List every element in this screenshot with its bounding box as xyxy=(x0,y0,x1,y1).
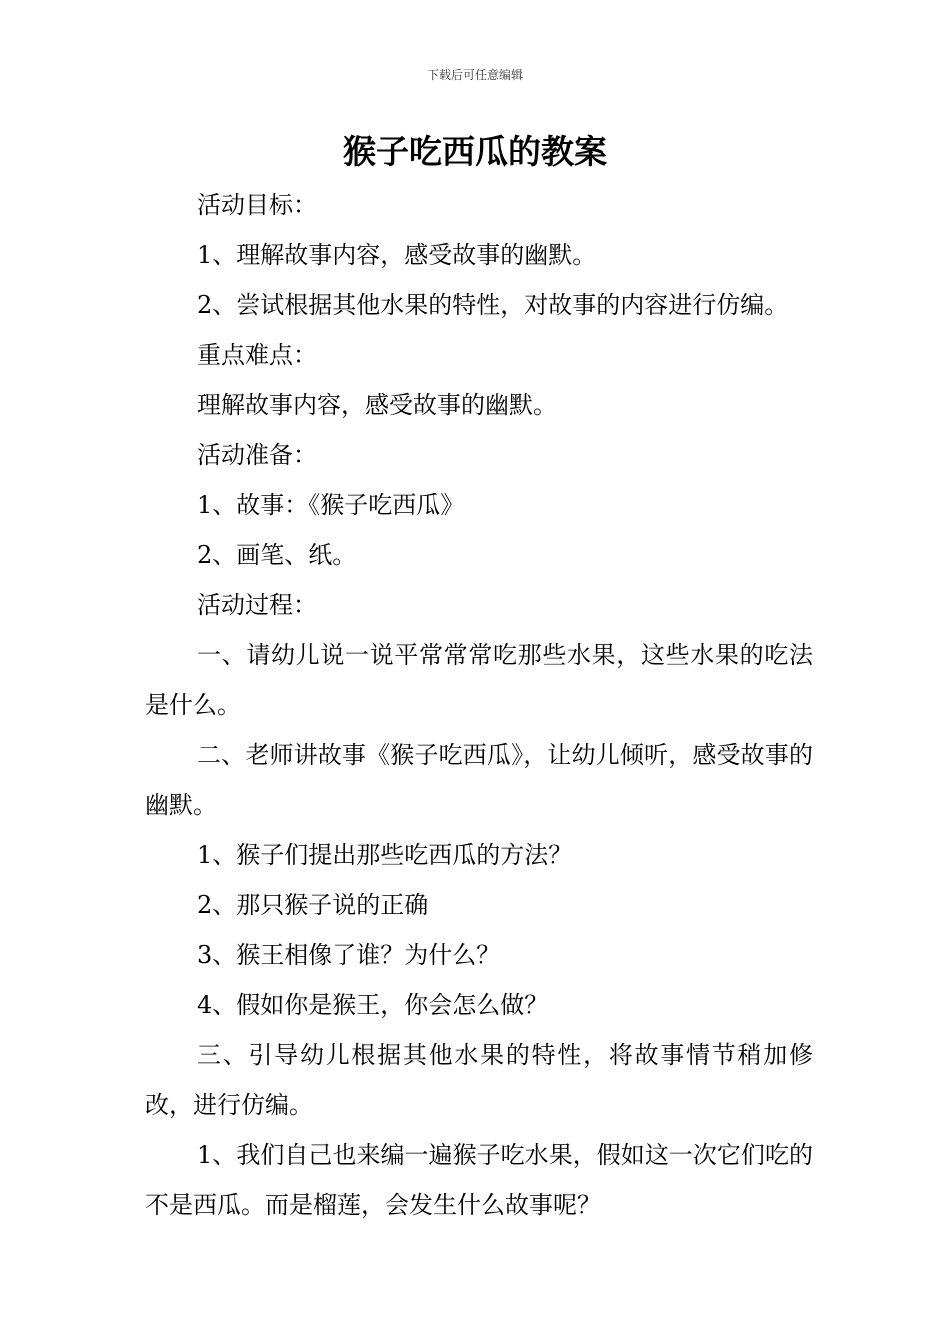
section-heading-process: 活动过程： xyxy=(197,591,317,619)
document-title: 猴子吃西瓜的教案 xyxy=(343,132,607,171)
key-point-text: 理解故事内容，感受故事的幽默。 xyxy=(197,391,557,419)
goal-item-1: 1、理解故事内容，感受故事的幽默。 xyxy=(197,241,597,269)
question-item-4: 4、假如你是猴王，你会怎么做？ xyxy=(197,991,549,1019)
process-step-2: 二、老师讲故事《猴子吃西瓜》，让幼儿倾听，感受故事的幽默。 xyxy=(145,741,813,819)
question-item-2: 2、那只猴子说的正确 xyxy=(197,891,429,919)
section-heading-goals: 活动目标： xyxy=(197,191,317,219)
question-item-1: 1、猴子们提出那些吃西瓜的方法？ xyxy=(197,841,573,869)
section-heading-key-points: 重点难点： xyxy=(197,341,317,369)
question-item-3: 3、猴王相像了谁？为什么？ xyxy=(197,941,501,969)
adaptation-item-1: 1、我们自己也来编一遍猴子吃水果，假如这一次它们吃的不是西瓜。而是榴莲，会发生什么故事呢？ xyxy=(145,1141,813,1219)
process-step-1: 一、请幼儿说一说平常常常吃那些水果，这些水果的吃法是什么。 xyxy=(145,641,813,719)
document-body xyxy=(145,180,813,1230)
preparation-item-1: 1、故事：《猴子吃西瓜》 xyxy=(197,491,465,519)
section-heading-preparation: 活动准备： xyxy=(197,441,317,469)
preparation-item-2: 2、画笔、纸。 xyxy=(197,541,357,569)
process-step-3: 三、引导幼儿根据其他水果的特性，将故事情节稍加修改，进行仿编。 xyxy=(145,1041,813,1119)
header-note: 下载后可任意编辑 xyxy=(426,68,523,82)
goal-item-2: 2、尝试根据其他水果的特性，对故事的内容进行仿编。 xyxy=(197,291,789,319)
